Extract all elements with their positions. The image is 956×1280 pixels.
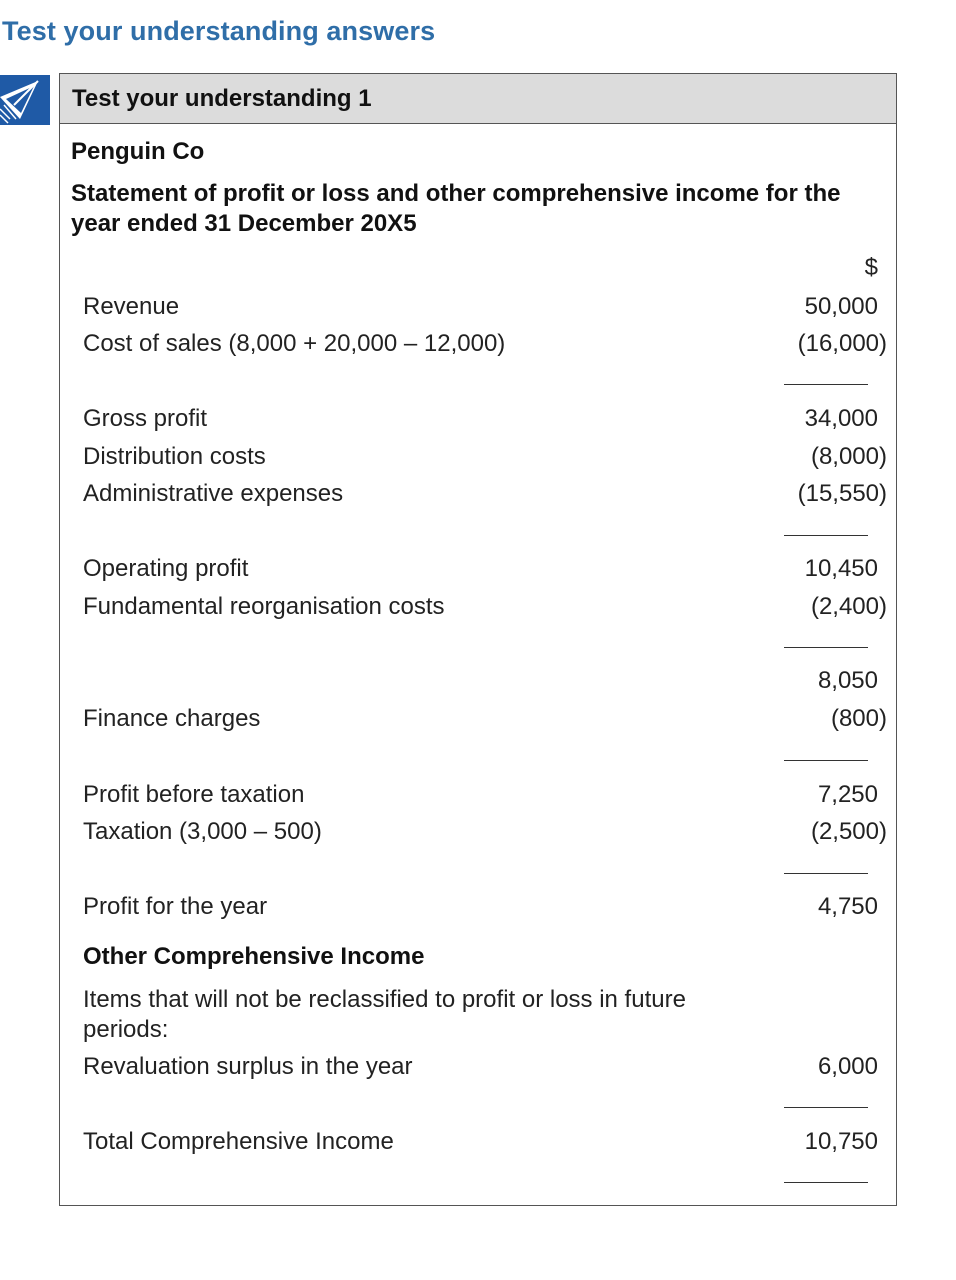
line-label: Total Comprehensive Income bbox=[83, 1128, 394, 1155]
oci-heading: Other Comprehensive Income bbox=[83, 943, 425, 970]
line-gross-profit bbox=[83, 403, 878, 435]
line-amount: (15,550) bbox=[797, 480, 887, 507]
line-label: Distribution costs bbox=[83, 443, 266, 470]
line-administrative-expenses bbox=[83, 478, 887, 510]
line-label: Fundamental reorganisation costs bbox=[83, 593, 445, 620]
line-label: Profit before taxation bbox=[83, 781, 305, 808]
line-distribution-costs bbox=[83, 441, 887, 473]
line-revaluation-surplus bbox=[83, 1051, 878, 1083]
line-amount: (16,000) bbox=[797, 330, 887, 357]
line-total-comprehensive-income bbox=[83, 1126, 878, 1158]
line-amount: 6,000 bbox=[817, 1053, 878, 1080]
line-label: Revaluation surplus in the year bbox=[83, 1053, 413, 1080]
line-profit-before-tax bbox=[83, 779, 878, 811]
line-label: Cost of sales (8,000 + 20,000 – 12,000) bbox=[83, 330, 506, 357]
tyu-answer-box bbox=[59, 73, 897, 1206]
line-amount: 50,000 bbox=[804, 293, 878, 320]
line-amount: 7,250 bbox=[817, 781, 878, 808]
line-amount: 4,750 bbox=[817, 893, 878, 920]
line-operating-profit bbox=[83, 553, 878, 585]
subtotal-rule bbox=[784, 384, 868, 385]
line-label: Gross profit bbox=[83, 405, 208, 432]
page-heading: Test your understanding answers bbox=[2, 16, 436, 46]
line-label: Profit for the year bbox=[83, 893, 268, 920]
line-label: Operating profit bbox=[83, 555, 249, 582]
line-amount: (2,400) bbox=[810, 593, 887, 620]
line-amount: (8,000) bbox=[810, 443, 887, 470]
subtotal-rule bbox=[784, 760, 868, 761]
total-rule bbox=[784, 1182, 868, 1183]
line-cost-of-sales bbox=[83, 328, 887, 360]
statement-title: Statement of profit or loss and other comprehensive income for the year ended 31 December 20X5 bbox=[71, 180, 841, 237]
line-label: Administrative expenses bbox=[83, 480, 344, 507]
line-taxation bbox=[83, 816, 887, 848]
currency-symbol: $ bbox=[864, 254, 878, 281]
line-label: Finance charges bbox=[83, 705, 261, 732]
line-amount: (2,500) bbox=[810, 818, 887, 845]
currency-row bbox=[83, 252, 878, 284]
line-label: Taxation (3,000 – 500) bbox=[83, 818, 322, 845]
line-amount: 8,050 bbox=[817, 667, 878, 694]
box-header: Test your understanding 1 bbox=[60, 74, 896, 124]
subtotal-rule bbox=[784, 535, 868, 536]
subtotal-rule bbox=[784, 647, 868, 648]
line-amount: (800) bbox=[830, 705, 887, 732]
oci-note: Items that will not be reclassified to profit or loss in future periods: bbox=[83, 986, 686, 1043]
tyu-pen-icon bbox=[0, 75, 50, 125]
subtotal-rule bbox=[784, 1107, 868, 1108]
line-profit-for-year bbox=[83, 891, 878, 923]
line-amount: 10,750 bbox=[804, 1128, 878, 1155]
subtotal-rule bbox=[784, 873, 868, 874]
line-reorganisation-costs bbox=[83, 591, 887, 623]
line-amount: 34,000 bbox=[804, 405, 878, 432]
line-revenue bbox=[83, 291, 878, 323]
company-name: Penguin Co bbox=[71, 138, 205, 165]
line-amount: 10,450 bbox=[804, 555, 878, 582]
line-label: Revenue bbox=[83, 293, 180, 320]
line-subtotal bbox=[83, 665, 878, 697]
line-finance-charges bbox=[83, 703, 887, 735]
